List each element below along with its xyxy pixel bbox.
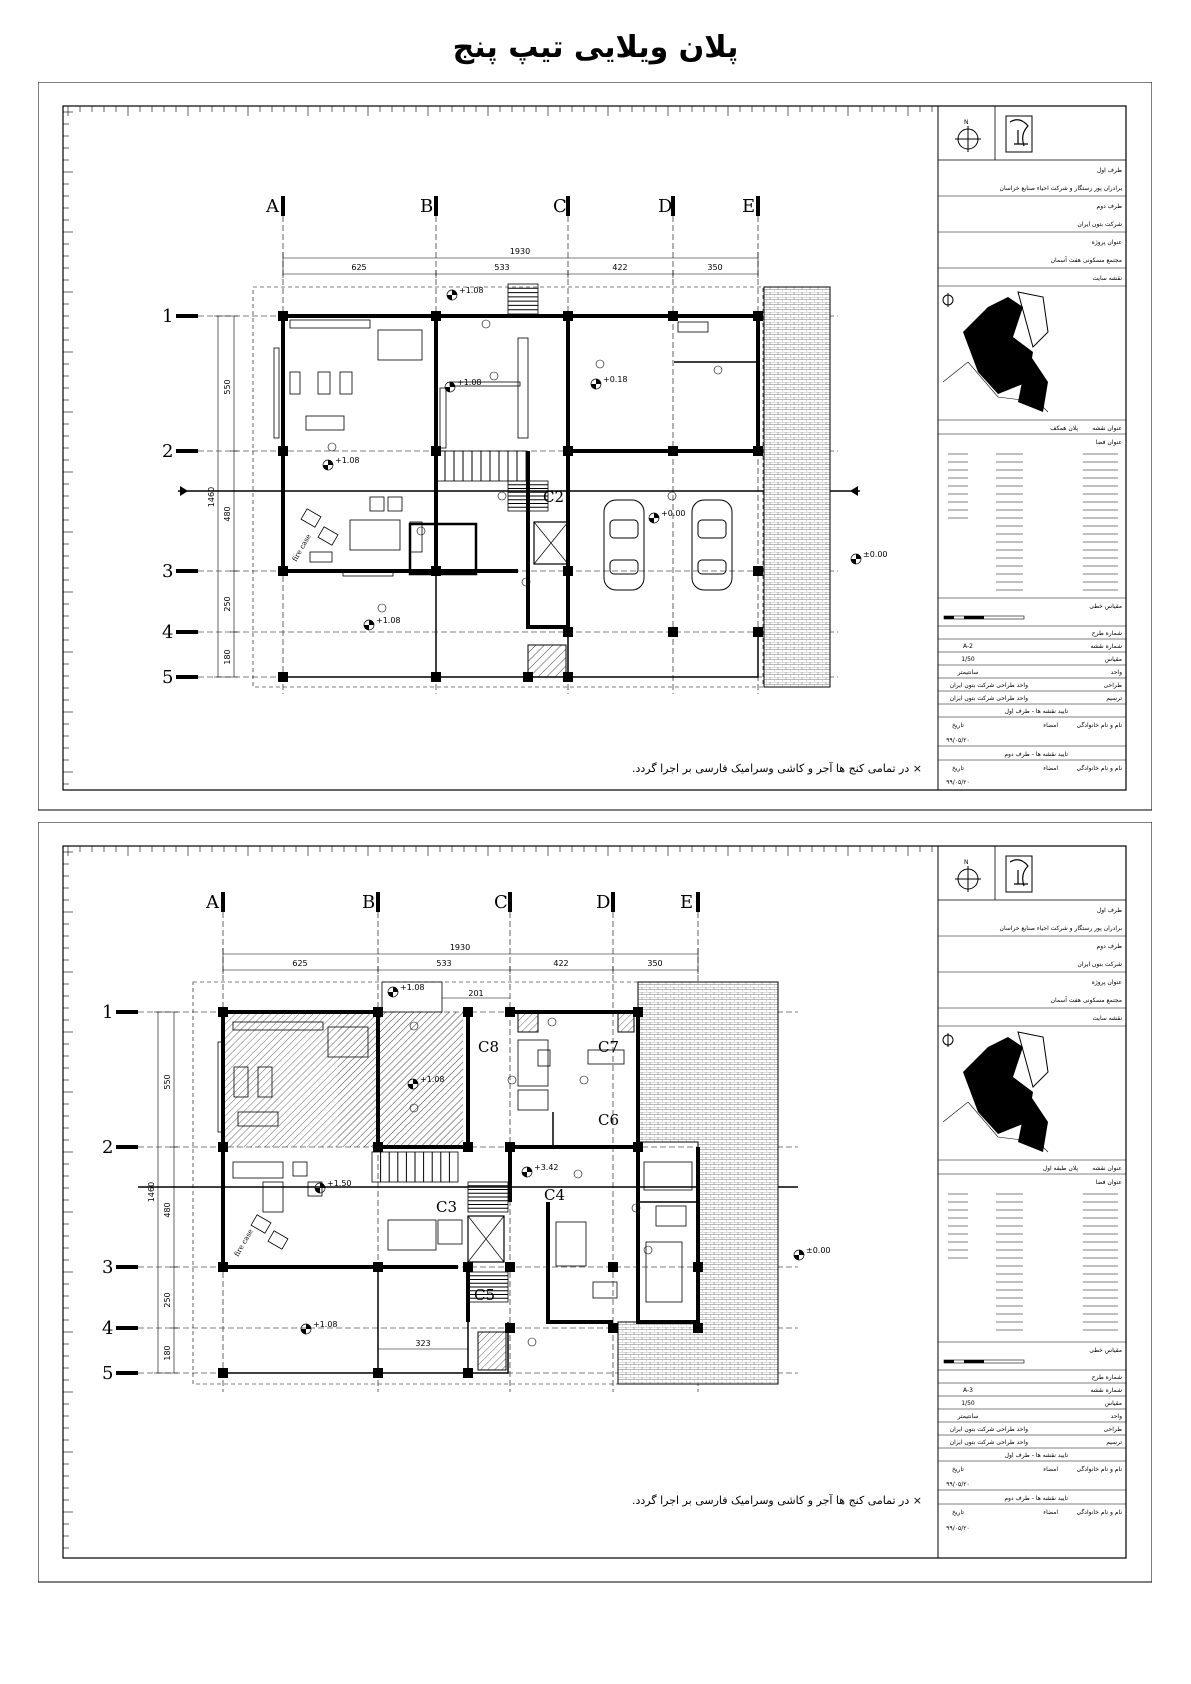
level-label: +0.00 — [661, 509, 686, 518]
svg-text:تایید نقشه ها - طرف اول: تایید نقشه ها - طرف اول — [1004, 1452, 1068, 1459]
svg-text:تاریخ: تاریخ — [952, 765, 964, 772]
dimension-label: 625 — [351, 263, 367, 272]
column-label: C4 — [544, 1186, 566, 1204]
dimension-label: 1460 — [207, 486, 216, 508]
dimension-label: 550 — [163, 1074, 172, 1090]
structural-column — [693, 1323, 703, 1333]
title-block — [938, 846, 1126, 1532]
svg-text:سانتیمتر: سانتیمتر — [957, 669, 979, 676]
structural-column — [753, 311, 763, 321]
dimension-label: 180 — [223, 649, 232, 665]
svg-text:واحد طراحی شرکت بتون ایران: واحد طراحی شرکت بتون ایران — [949, 682, 1028, 689]
svg-text:1/50: 1/50 — [961, 656, 975, 663]
dimension-label: 250 — [163, 1292, 172, 1308]
grid-label: 1 — [162, 306, 174, 327]
svg-text:مقیاس: مقیاس — [1104, 656, 1122, 663]
north-label: N — [964, 859, 969, 866]
structural-column — [563, 446, 573, 456]
svg-text:A-2: A-2 — [963, 643, 973, 650]
structural-column — [278, 311, 288, 321]
structural-column — [563, 311, 573, 321]
structural-column — [373, 1262, 383, 1272]
structural-column — [693, 1262, 703, 1272]
structural-column — [463, 1368, 473, 1378]
structural-column — [463, 1007, 473, 1017]
dimension-label: 480 — [223, 506, 232, 522]
structural-column — [373, 1007, 383, 1017]
svg-text:شماره نقشه: شماره نقشه — [1090, 1387, 1122, 1394]
structural-column — [505, 1142, 515, 1152]
structural-column — [608, 1262, 618, 1272]
structural-column — [463, 1142, 473, 1152]
structural-column — [753, 566, 763, 576]
svg-text:شرکت بتون ایران: شرکت بتون ایران — [1077, 961, 1122, 968]
svg-text:عنوان نقشه: عنوان نقشه — [1092, 425, 1122, 432]
north-label: N — [964, 119, 969, 126]
dimension-label: 625 — [292, 959, 308, 968]
dimension-label: 350 — [707, 263, 723, 272]
level-marker — [315, 1179, 352, 1193]
dimension-label: 323 — [415, 1339, 431, 1348]
grid-label: 4 — [162, 622, 174, 643]
level-marker — [591, 375, 628, 389]
room-number-tag — [490, 372, 498, 380]
level-marker — [323, 456, 360, 470]
structural-column — [463, 1262, 473, 1272]
svg-text:مقیاس: مقیاس — [1104, 1400, 1122, 1407]
room-number-tag — [574, 1170, 582, 1178]
grid-label: E — [742, 196, 756, 217]
level-marker — [388, 983, 425, 997]
structural-column — [218, 1142, 228, 1152]
company-logo-icon — [1006, 856, 1032, 892]
room-number-tag — [580, 1076, 588, 1084]
svg-text:پلان طبقه اول: پلان طبقه اول — [1042, 1165, 1078, 1172]
column-label: C2 — [543, 488, 565, 506]
grid-label: B — [362, 892, 376, 913]
structural-column — [373, 1368, 383, 1378]
room-number-tag — [378, 604, 386, 612]
dimension-label: 550 — [223, 379, 232, 395]
level-label: ±0.00 — [806, 1246, 831, 1255]
svg-text:نام و نام خانوادگی: نام و نام خانوادگی — [1076, 1466, 1122, 1473]
svg-text:تایید نقشه ها - طرف اول: تایید نقشه ها - طرف اول — [1004, 708, 1068, 715]
drawing-sheet-ground-floor — [38, 82, 1152, 872]
svg-text:مقیاس خطی: مقیاس خطی — [1089, 1347, 1122, 1354]
dimension-label: 480 — [163, 1202, 172, 1218]
structural-column — [218, 1368, 228, 1378]
svg-text:نقشه سایت: نقشه سایت — [1092, 1015, 1122, 1022]
svg-text:امضاء: امضاء — [1043, 1466, 1058, 1473]
title-block — [938, 106, 1126, 786]
structural-column — [278, 672, 288, 682]
grid-label: 4 — [102, 1318, 114, 1339]
dimension-label: 533 — [436, 959, 452, 968]
level-marker — [447, 286, 484, 300]
grid-label: 3 — [102, 1257, 114, 1278]
general-note: × در تمامی کنج ها آجر و کاشی وسرامیک فارسی بر اجرا گردد. — [632, 762, 922, 775]
svg-text:ترسیم: ترسیم — [1106, 695, 1122, 702]
svg-text:واحد: واحد — [1110, 669, 1122, 676]
svg-text:۹۹/۰۵/۲۰: ۹۹/۰۵/۲۰ — [946, 1481, 970, 1488]
svg-text:امضاء: امضاء — [1043, 765, 1058, 772]
svg-text:پلان همکف: پلان همکف — [1050, 425, 1078, 432]
dimension-label: 1930 — [449, 943, 471, 952]
dimension-label: 250 — [223, 596, 232, 612]
svg-text:عنوان پروژه: عنوان پروژه — [1091, 979, 1122, 986]
svg-text:عنوان نقشه: عنوان نقشه — [1092, 1165, 1122, 1172]
svg-text:1/50: 1/50 — [961, 1400, 975, 1407]
floor-plan-first — [102, 892, 831, 1622]
grid-label: 1 — [102, 1002, 114, 1023]
site-plan-thumbnail — [943, 1032, 1048, 1152]
sheet-1-svg — [38, 82, 1152, 812]
level-marker — [851, 550, 888, 564]
svg-text:تایید نقشه ها - طرف دوم: تایید نقشه ها - طرف دوم — [1004, 751, 1068, 758]
room-number-tag — [596, 360, 604, 368]
structural-column — [668, 311, 678, 321]
svg-text:طراحی: طراحی — [1103, 682, 1122, 689]
room-number-tag — [548, 1018, 556, 1026]
svg-text:تاریخ: تاریخ — [952, 1466, 964, 1473]
level-label: +1.08 — [376, 616, 401, 625]
level-marker — [445, 378, 482, 392]
svg-text:طرف اول: طرف اول — [1096, 167, 1122, 174]
dimension-label: 422 — [612, 263, 628, 272]
svg-text:مجتمع مسکونی هفت آسمان: مجتمع مسکونی هفت آسمان — [1050, 997, 1122, 1004]
car-icon — [692, 500, 732, 590]
dimension-label: 1460 — [147, 1181, 156, 1203]
page-title: پلان ویلایی تیپ پنج — [452, 30, 739, 65]
grid-label: C — [553, 196, 567, 217]
structural-column — [753, 446, 763, 456]
room-number-tag — [328, 443, 336, 451]
column-label: C5 — [474, 1286, 496, 1304]
svg-text:شماره طرح: شماره طرح — [1091, 630, 1122, 637]
scale-bar — [944, 616, 1024, 619]
svg-text:نام و نام خانوادگی: نام و نام خانوادگی — [1076, 1509, 1122, 1516]
dimension-label: 1930 — [509, 247, 531, 256]
svg-text:طرف دوم: طرف دوم — [1096, 203, 1122, 210]
room-number-tag — [714, 366, 722, 374]
svg-text:عنوان فضا: عنوان فضا — [1095, 439, 1122, 446]
level-marker — [522, 1163, 559, 1177]
svg-text:fire case: fire case — [290, 532, 313, 563]
dimension-label: 533 — [494, 263, 510, 272]
svg-text:ترسیم: ترسیم — [1106, 1439, 1122, 1446]
dimension-label: 350 — [647, 959, 663, 968]
svg-text:امضاء: امضاء — [1043, 1509, 1058, 1516]
structural-column — [431, 311, 441, 321]
scale-bar — [944, 1360, 1024, 1363]
svg-text:واحد طراحی شرکت بتون ایران: واحد طراحی شرکت بتون ایران — [949, 1439, 1028, 1446]
structural-column — [505, 1262, 515, 1272]
car-icon — [604, 500, 644, 590]
svg-text:شماره نقشه: شماره نقشه — [1090, 643, 1122, 650]
grid-label: D — [658, 196, 673, 217]
svg-text:نام و نام خانوادگی: نام و نام خانوادگی — [1076, 722, 1122, 729]
column-label: C3 — [436, 1198, 458, 1216]
structural-column — [278, 566, 288, 576]
svg-text:طراحی: طراحی — [1103, 1426, 1122, 1433]
svg-text:تاریخ: تاریخ — [952, 722, 964, 729]
svg-text:واحد طراحی شرکت بتون ایران: واحد طراحی شرکت بتون ایران — [949, 1426, 1028, 1433]
column-label: C8 — [478, 1038, 500, 1056]
svg-text:۹۹/۰۵/۲۰: ۹۹/۰۵/۲۰ — [946, 1525, 970, 1532]
structural-column — [668, 446, 678, 456]
grid-label: C — [494, 892, 508, 913]
structural-column — [668, 627, 678, 637]
structural-column — [563, 627, 573, 637]
grid-label: 3 — [162, 561, 174, 582]
level-marker — [649, 509, 686, 523]
svg-text:مقیاس خطی: مقیاس خطی — [1089, 603, 1122, 610]
column-label: C6 — [598, 1111, 620, 1129]
structural-column — [753, 627, 763, 637]
svg-text:سانتیمتر: سانتیمتر — [957, 1413, 979, 1420]
grid-label: E — [680, 892, 694, 913]
svg-text:شرکت بتون ایران: شرکت بتون ایران — [1077, 221, 1122, 228]
room-number-tag — [498, 492, 506, 500]
svg-text:طرف اول: طرف اول — [1096, 907, 1122, 914]
svg-text:طرف دوم: طرف دوم — [1096, 943, 1122, 950]
structural-column — [505, 1007, 515, 1017]
grid-label: B — [420, 196, 434, 217]
level-label: +0.18 — [603, 375, 628, 384]
svg-text:واحد: واحد — [1110, 1413, 1122, 1420]
room-number-tag — [417, 527, 425, 535]
structural-column — [373, 1142, 383, 1152]
level-label: +1.50 — [327, 1179, 352, 1188]
grid-label: 5 — [102, 1363, 114, 1384]
grid-label: 2 — [102, 1137, 114, 1158]
grid-label: A — [266, 196, 279, 217]
dimension-label: 201 — [468, 989, 484, 998]
grid-label: 5 — [162, 667, 174, 688]
svg-text:عنوان پروژه: عنوان پروژه — [1091, 239, 1122, 246]
structural-column — [431, 672, 441, 682]
svg-text:۹۹/۰۵/۲۰: ۹۹/۰۵/۲۰ — [946, 779, 970, 786]
svg-text:A-3: A-3 — [963, 1387, 973, 1394]
grid-label: 2 — [162, 441, 174, 462]
floor-plan-ground — [162, 196, 888, 694]
svg-text:تایید نقشه ها - طرف دوم: تایید نقشه ها - طرف دوم — [1004, 1495, 1068, 1502]
level-marker — [364, 616, 401, 630]
structural-column — [278, 446, 288, 456]
structural-column — [218, 1007, 228, 1017]
level-label: +1.08 — [459, 286, 484, 295]
grid-label: A — [206, 892, 219, 913]
furniture — [274, 320, 708, 576]
svg-text:عنوان فضا: عنوان فضا — [1095, 1179, 1122, 1186]
svg-text:نام و نام خانوادگی: نام و نام خانوادگی — [1076, 765, 1122, 772]
level-label: ±0.00 — [863, 550, 888, 559]
level-label: +1.08 — [313, 1320, 338, 1329]
structural-column — [563, 566, 573, 576]
room-number-tag — [644, 1246, 652, 1254]
space-legend — [948, 454, 1118, 590]
svg-text:مجتمع مسکونی هفت آسمان: مجتمع مسکونی هفت آسمان — [1050, 257, 1122, 264]
structural-column — [633, 1142, 643, 1152]
company-logo-icon — [1006, 116, 1032, 152]
dimension-label: 422 — [553, 959, 569, 968]
level-label: +1.08 — [420, 1075, 445, 1084]
structural-column — [608, 1323, 618, 1333]
svg-text:شماره طرح: شماره طرح — [1091, 1374, 1122, 1381]
room-number-tag — [528, 1338, 536, 1346]
column-label: C7 — [598, 1038, 620, 1056]
level-marker — [301, 1320, 338, 1334]
sheet-2-svg — [38, 822, 1152, 1622]
structural-column — [218, 1262, 228, 1272]
drawing-sheet-first-floor — [38, 822, 1152, 1612]
grid-label: D — [596, 892, 611, 913]
level-label: +1.08 — [335, 456, 360, 465]
svg-text:نقشه سایت: نقشه سایت — [1092, 275, 1122, 282]
svg-text:برادران پور رستگار و شرکت احیا: برادران پور رستگار و شرکت احیاء صنایع خراسان — [999, 925, 1122, 932]
svg-text:fire case: fire case — [232, 1227, 255, 1258]
svg-text:تاریخ: تاریخ — [952, 1509, 964, 1516]
level-label: +1.08 — [400, 983, 425, 992]
space-legend — [948, 1194, 1118, 1330]
level-marker — [794, 1246, 831, 1260]
room-number-tag — [482, 320, 490, 328]
level-label: +3.42 — [534, 1163, 559, 1172]
svg-text:امضاء: امضاء — [1043, 722, 1058, 729]
room-number-tag — [508, 1076, 516, 1084]
site-plan-thumbnail — [943, 292, 1048, 412]
svg-text:واحد طراحی شرکت بتون ایران: واحد طراحی شرکت بتون ایران — [949, 695, 1028, 702]
level-label: +1.08 — [457, 378, 482, 387]
svg-text:۹۹/۰۵/۲۰: ۹۹/۰۵/۲۰ — [946, 737, 970, 744]
svg-text:برادران پور رستگار و شرکت احیا: برادران پور رستگار و شرکت احیاء صنایع خراسان — [999, 185, 1122, 192]
room-number-tag — [668, 492, 676, 500]
dimension-label: 180 — [163, 1345, 172, 1361]
general-note: × در تمامی کنج ها آجر و کاشی وسرامیک فارسی بر اجرا گردد. — [632, 1494, 922, 1507]
